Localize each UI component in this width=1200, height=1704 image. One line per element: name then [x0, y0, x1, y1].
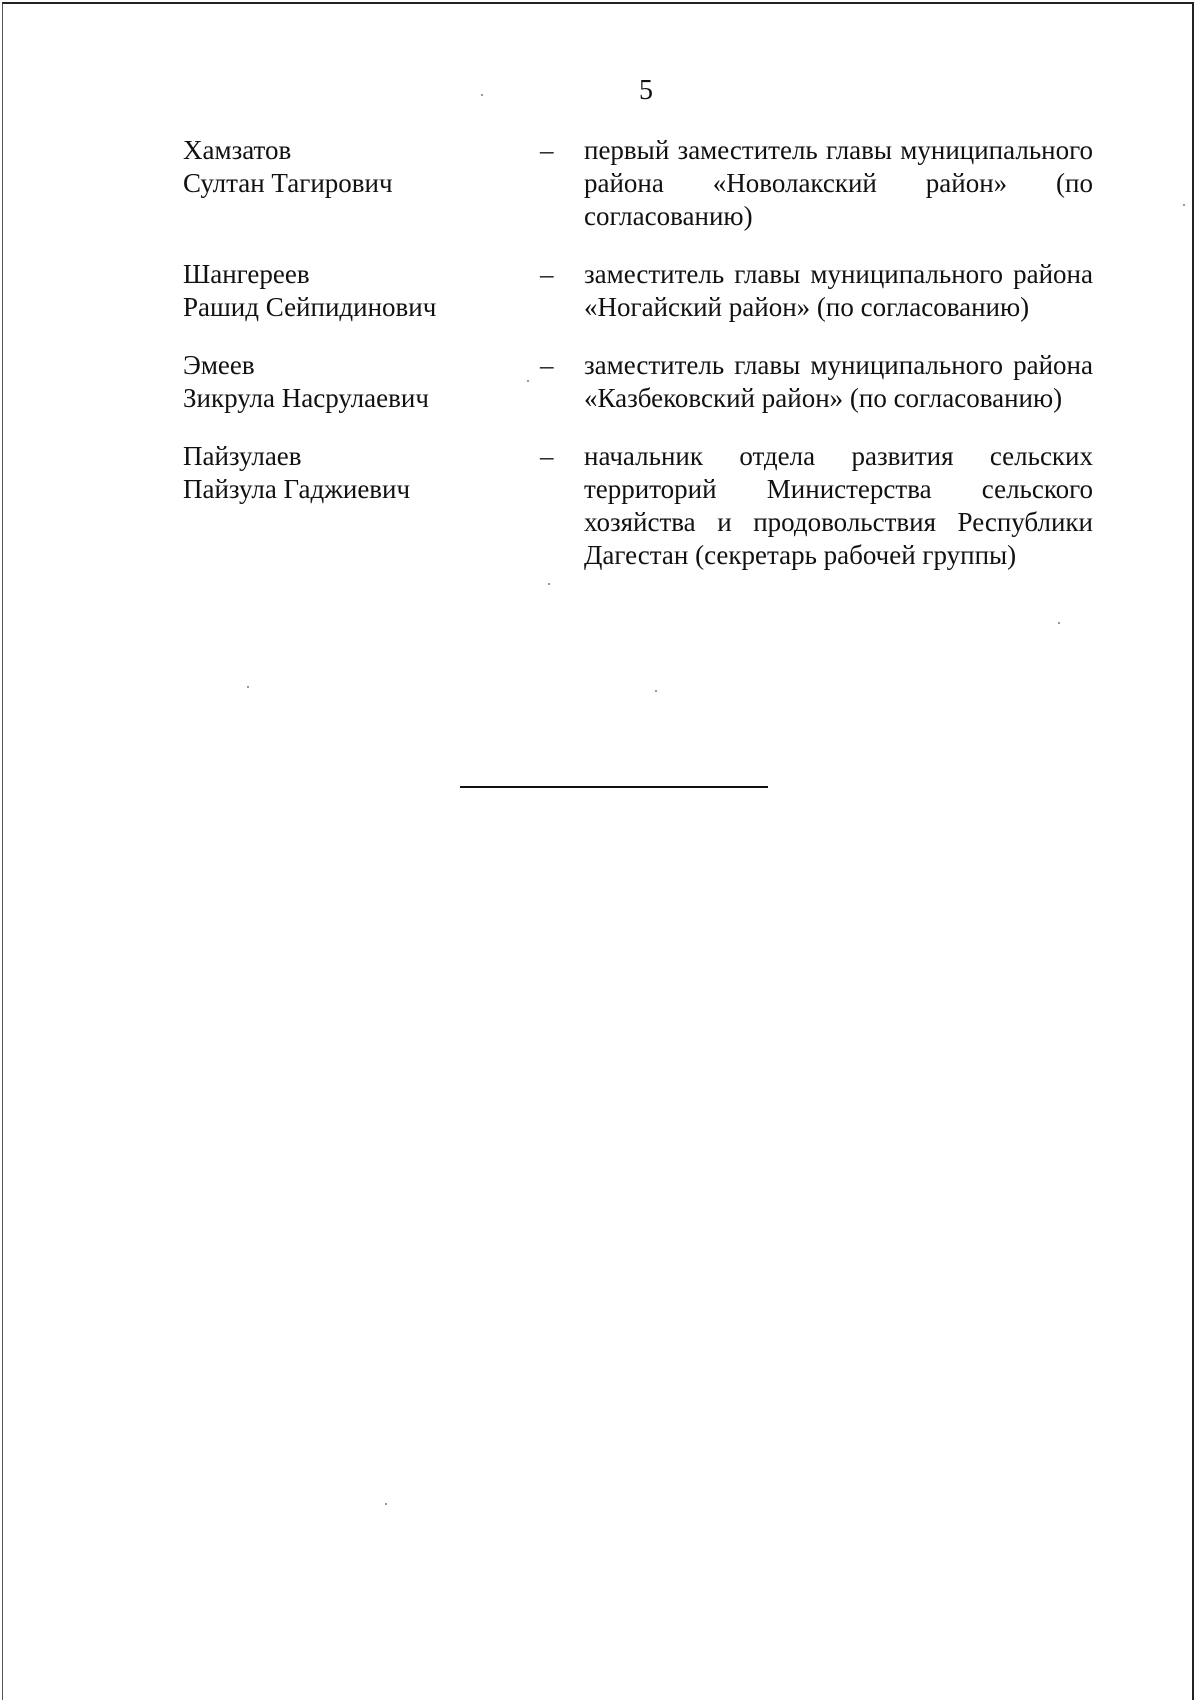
member-position: заместитель главы муниципального района «Ногайский район» (по согласованию)	[584, 259, 1093, 322]
scan-speck	[1058, 622, 1060, 624]
member-entry	[183, 258, 1093, 324]
member-surname: Эмеев	[183, 350, 255, 380]
member-name	[183, 349, 540, 415]
member-dash: –	[540, 135, 554, 165]
member-given-names: Пайзула Гаджиевич	[183, 474, 411, 504]
member-surname: Шангереев	[183, 259, 310, 289]
scan-speck	[548, 583, 550, 585]
member-given-names: Рашид Сейпидинович	[183, 292, 437, 322]
scan-speck	[385, 1503, 387, 1505]
member-dash: –	[540, 350, 554, 380]
members-list	[183, 134, 1093, 597]
member-name	[183, 134, 540, 200]
scan-speck	[655, 690, 657, 692]
member-given-names: Султан Тагирович	[183, 168, 393, 198]
scan-speck	[1183, 204, 1185, 206]
member-name	[183, 258, 540, 324]
member-position: начальник отдела развития сельских территорий Министерства сельского хозяйства и продовольствия Республики Дагестан (секретарь рабочей группы)	[584, 441, 1093, 570]
member-surname: Пайзулаев	[183, 441, 302, 471]
member-entry	[183, 349, 1093, 415]
member-position: первый заместитель главы муниципального района «Новолакский район» (по согласованию)	[584, 135, 1093, 231]
closing-rule	[460, 786, 768, 788]
member-entry	[183, 134, 1093, 233]
scan-speck	[481, 94, 483, 96]
scan-speck	[247, 686, 249, 688]
member-position: заместитель главы муниципального района «Казбековский район» (по согласованию)	[584, 350, 1093, 413]
member-given-names: Зикрула Насрулаевич	[183, 383, 429, 413]
scan-speck	[527, 380, 529, 382]
page-number: 5	[639, 75, 653, 106]
member-dash: –	[540, 259, 554, 289]
member-surname: Хамзатов	[183, 135, 292, 165]
member-dash: –	[540, 441, 554, 471]
member-name	[183, 440, 540, 506]
member-entry	[183, 440, 1093, 572]
